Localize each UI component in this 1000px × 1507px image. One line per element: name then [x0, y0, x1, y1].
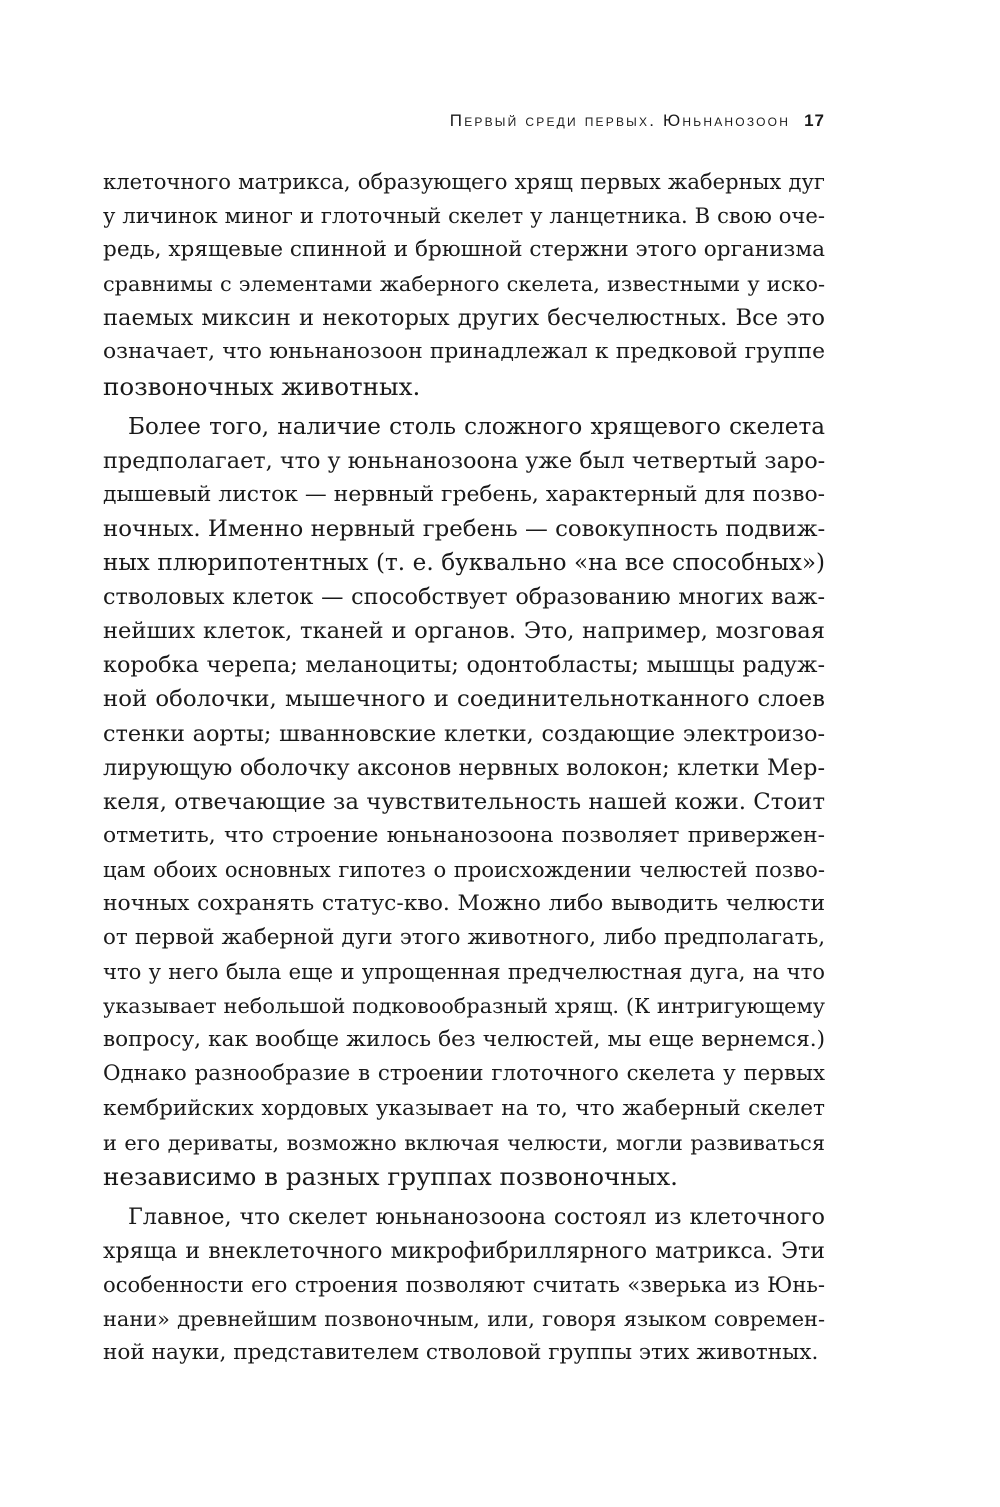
text-line: ной оболочки, мышечного и соединительнотканного слоев — [103, 686, 825, 713]
text-line: цам обоих основных гипотез о происхождении челюстей позво- — [103, 856, 825, 882]
text-line: означает, что юньнанозоон принадлежал к предковой группе — [103, 339, 825, 365]
text-line: редь, хрящевые спинной и брюшной стержни этого организма — [103, 237, 825, 263]
running-title: Первый среди первых. Юньнанозоон — [449, 111, 791, 130]
text-line: нейших клеток, тканей и органов. Это, например, мозговая — [103, 618, 825, 645]
page-number: 17 — [804, 111, 825, 130]
paragraph — [103, 1200, 825, 1370]
text-line: предполагает, что у юньнанозоона уже был четвертый заро- — [103, 447, 826, 474]
paragraph — [103, 165, 825, 404]
text-line: ных плюрипотентных (т. е. буквально «на все способных») — [103, 550, 825, 577]
text-line: что у него была еще и упрощенная предчелюстная дуга, на что — [103, 959, 825, 985]
text-line: сравнимы с элементами жаберного скелета, известными у иско- — [103, 272, 825, 297]
text-line: келя, отвечающие за чувствительность нашей кожи. Стоит — [103, 788, 825, 815]
text-line: хряща и внеклеточного микрофибриллярного матрикса. Эти — [103, 1237, 825, 1264]
body-text — [103, 165, 825, 1370]
text-line: дышевый листок — нервный гребень, характерный для позво- — [103, 481, 825, 507]
text-line: отметить, что строение юньнанозоона позволяет привержен- — [103, 822, 825, 848]
text-line: кембрийских хордовых указывает на то, что жаберный скелет — [103, 1095, 825, 1121]
running-header — [100, 111, 825, 131]
text-line: независимо в разных группах позвоночных. — [103, 1161, 678, 1191]
text-line: ночных сохранять статус-кво. Можно либо выводить челюсти — [103, 890, 825, 916]
text-line: вопросу, как вообще жилось без челюстей, мы еще вернемся.) — [103, 1027, 825, 1053]
text-line: коробка черепа; меланоциты; одонтобласты; мышцы радуж- — [103, 652, 825, 679]
text-line: указывает небольшой подковообразный хрящ. (К интригующему — [103, 994, 825, 1019]
paragraph — [103, 410, 825, 1194]
text-line: позвоночных животных. — [103, 371, 421, 401]
text-line: Главное, что скелет юньнанозоона состоял из клеточного — [128, 1203, 825, 1230]
text-line: стволовых клеток — способствует образованию многих важ- — [103, 584, 825, 611]
text-line: стенки аорты; шванновские клетки, создающие электроизо- — [103, 720, 825, 747]
text-line: от первой жаберной дуги этого животного, либо предполагать, — [103, 925, 825, 951]
text-line: Однако разнообразие в строении глоточного скелета у первых — [103, 1061, 825, 1087]
text-line: клеточного матрикса, образующего хрящ первых жаберных дуг — [103, 169, 825, 194]
text-line: и его дериваты, возможно включая челюсти, могли развиваться — [103, 1130, 825, 1155]
text-line: ночных. Именно нервный гребень — совокупность подвиж- — [103, 515, 826, 542]
text-line: Более того, наличие столь сложного хрящевого скелета — [128, 413, 825, 440]
text-line: особенности его строения позволяют считать «зверька из Юнь- — [103, 1272, 825, 1297]
text-line: ной науки, представителем стволовой группы этих животных. — [103, 1340, 819, 1366]
text-line: паемых миксин и некоторых других бесчелюстных. Все это — [103, 305, 825, 332]
text-line: лирующую оболочку аксонов нервных волокон; клетки Мер- — [103, 754, 825, 781]
text-line: нани» древнейшим позвоночным, или, говоря языком современ- — [103, 1307, 825, 1332]
text-line: у личинок миног и глоточный скелет у ланцетника. В свою оче- — [103, 203, 825, 229]
